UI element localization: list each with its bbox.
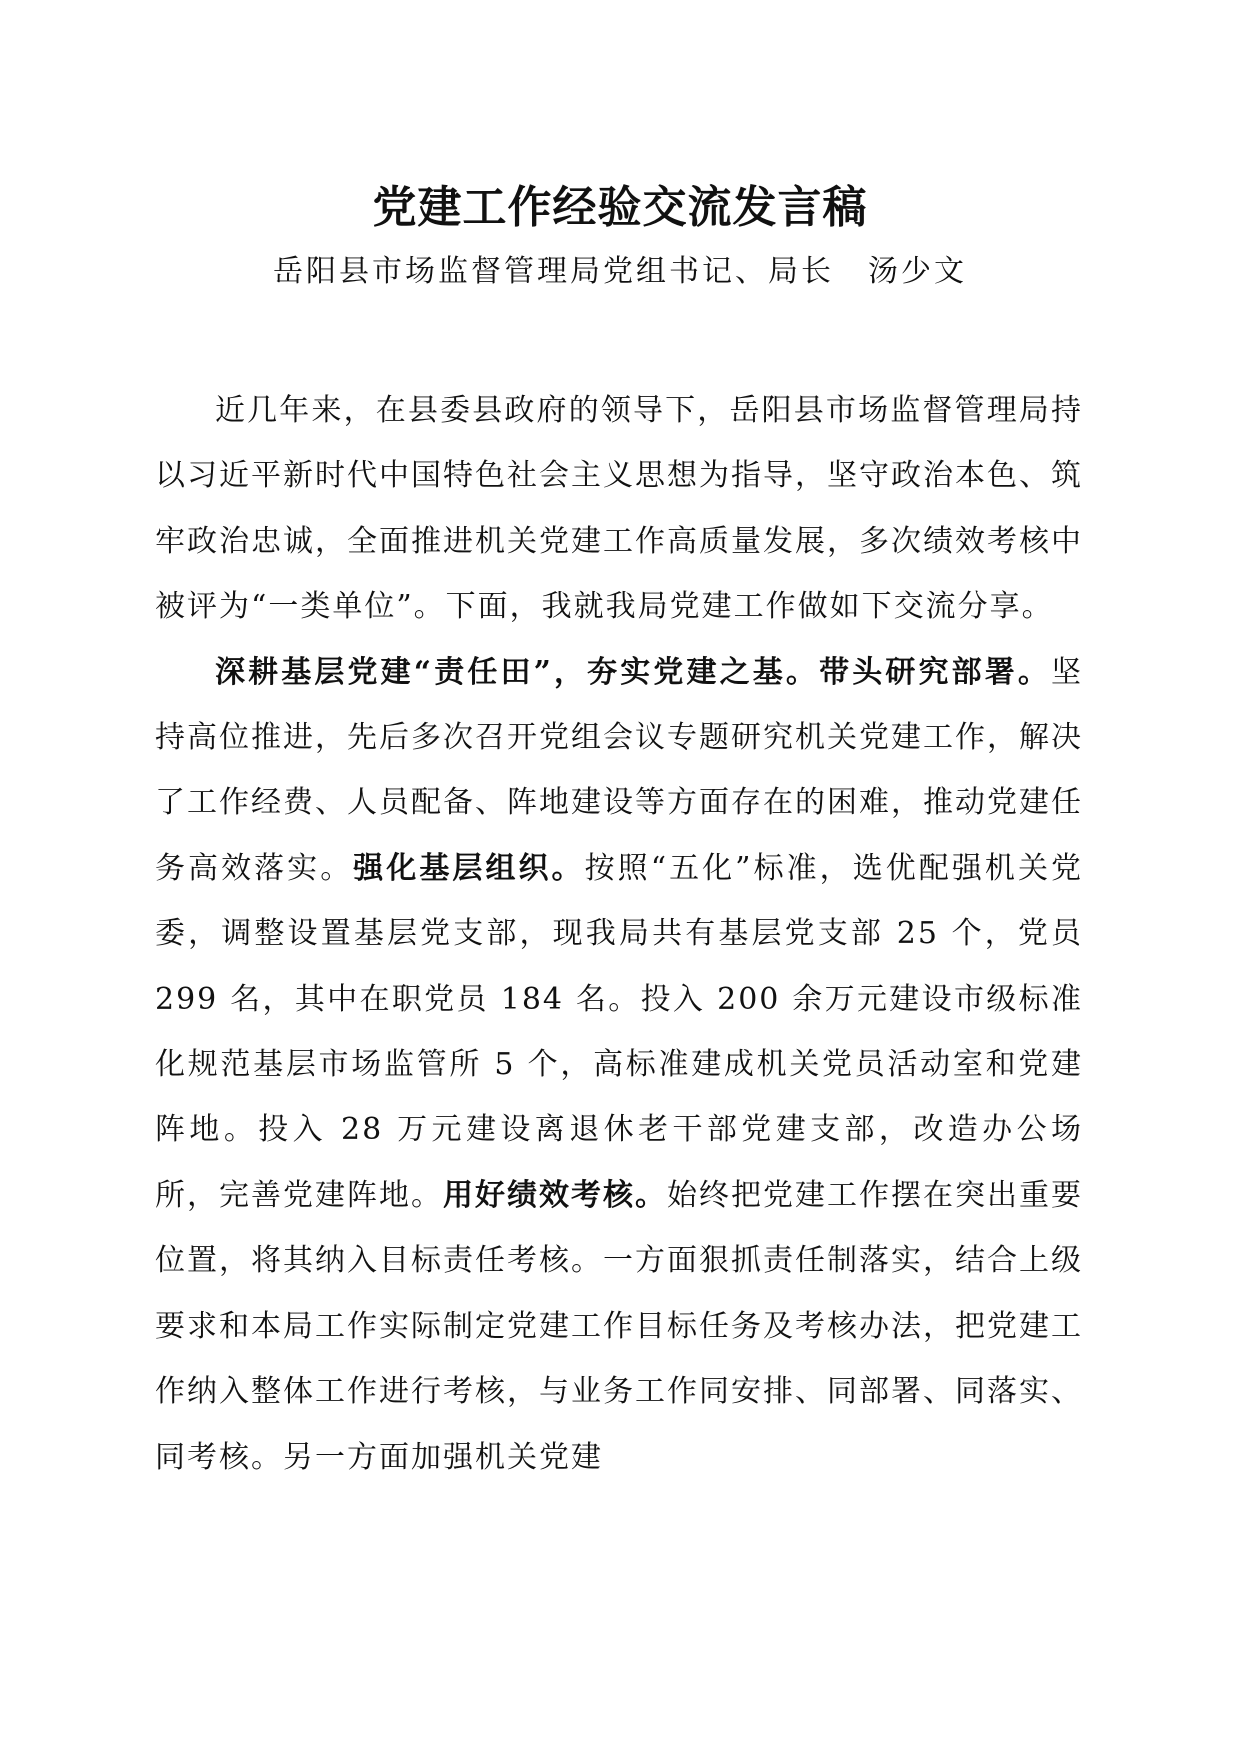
bold-heading-run: 深耕基层党建“责任田”，夯实党建之基。 xyxy=(215,654,820,690)
text-run: 始终把党建工作摆在突出重要位置，将其纳入目标责任考核。一方面狠抓责任制落实，结合上级要求和本局工作实际制定党建工作目标任务及考核办法，把党建工作纳入整体工作进行考核，与业务工作同安排、同部署、同落实、同考核。另一方面加强机关党建 xyxy=(155,1177,1083,1475)
author-line xyxy=(0,250,1240,294)
document-body xyxy=(155,378,1083,1490)
text-run: 坚持高位推进，先后多次召开党组会议专题研究机关党建工作，解决了工作经费、人员配备、阵地建设等方面存在的困难，推动党建任务高效落实。 xyxy=(155,654,1084,886)
body-paragraph xyxy=(155,640,1083,1490)
author-org-role: 岳阳县市场监督管理局党组书记、局长 xyxy=(273,254,834,289)
text-run: 近几年来，在县委县政府的领导下，岳阳县市场监督管理局持以习近平新时代中国特色社会主义思想为指导，坚守政治本色、筑牢政治忠诚，全面推进机关党建工作高质量发展，多次绩效考核中被评为“一类单位”。下面，我就我局党建工作做如下交流分享。 xyxy=(155,393,1083,625)
text-run: 按照“五化”标准，选优配强机关党委，调整设置基层党支部，现我局共有基层党支部 25 个，党员 299 名，其中在职党员 184 名。投入 200 余万元建设市级标准化规范基层市场监管所 5 个，高标准建成机关党员活动室和党建阵地。投入 28 万元建设离退休老干部党建支部，改造办公场所，完善党建阵地。 xyxy=(155,850,1083,1213)
bold-heading-run: 强化基层组织。 xyxy=(353,850,585,886)
document-title: 党建工作经验交流发言稿 xyxy=(372,182,868,233)
bold-heading-run: 带头研究部署。 xyxy=(819,654,1052,690)
body-paragraph xyxy=(155,378,1083,640)
author-name: 汤少文 xyxy=(868,254,967,289)
bold-heading-run: 用好绩效考核。 xyxy=(443,1177,667,1213)
